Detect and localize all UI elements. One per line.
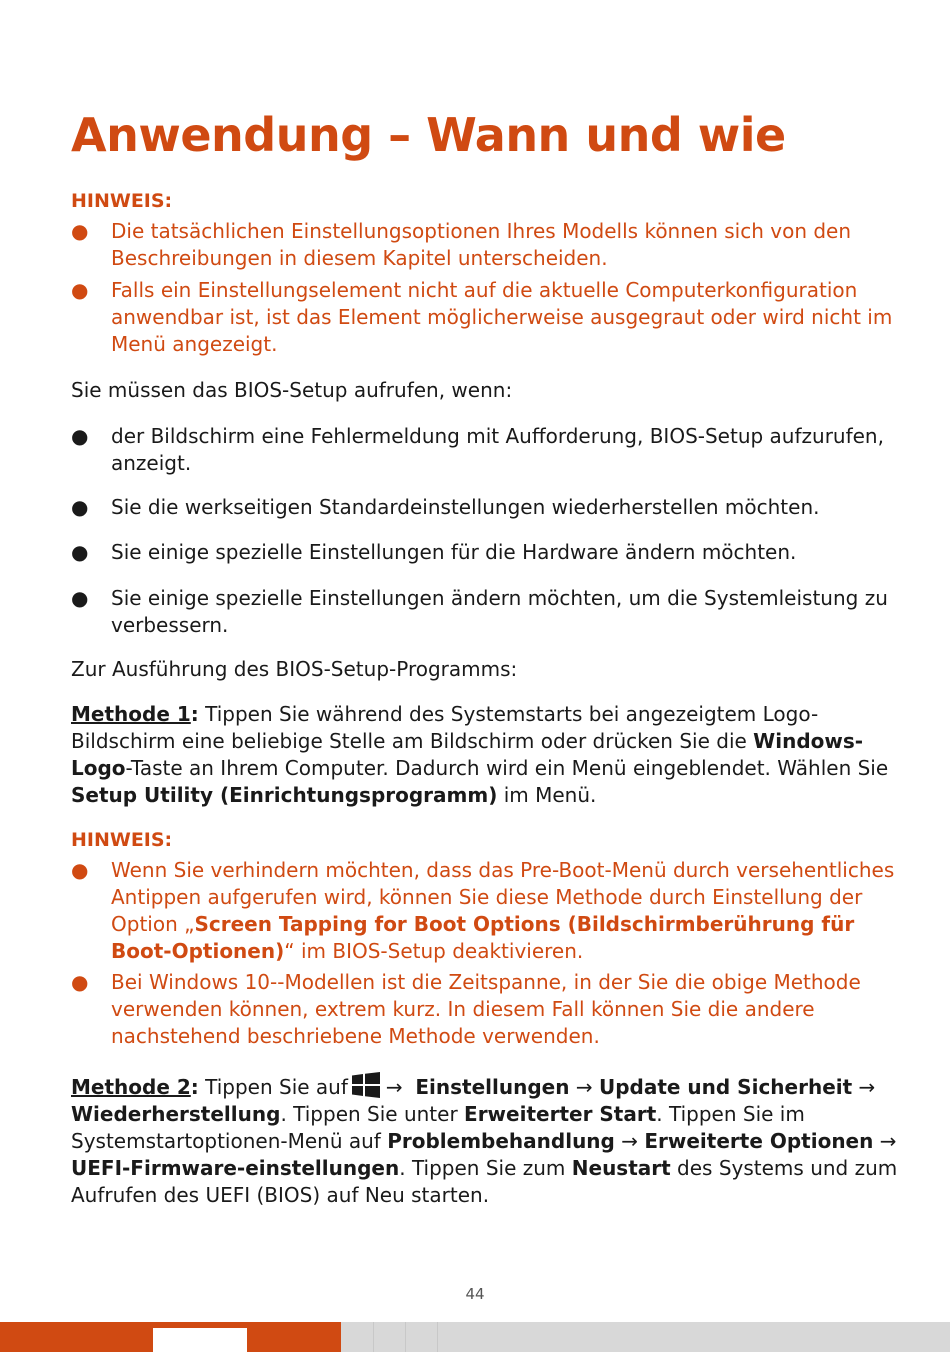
note-list-item bbox=[71, 218, 901, 272]
method2-text: . Tippen Sie unter bbox=[280, 1102, 465, 1126]
bullet-icon: ● bbox=[71, 278, 89, 302]
method1-paragraph bbox=[71, 701, 901, 809]
settings-step: Einstellungen bbox=[415, 1075, 570, 1099]
method1-text: Tippen Sie während des Systemstarts bei angezeigtem Logo-Bildschirm eine beliebige Stelle am Bildschirm oder drücken Sie die bbox=[71, 702, 819, 753]
method2-paragraph bbox=[71, 1072, 901, 1209]
page-title: Anwendung – Wann und wie bbox=[71, 108, 786, 162]
method2-text: Tippen Sie auf bbox=[198, 1075, 348, 1099]
list-item-text: Sie einige spezielle Einstellungen ändern möchten, um die Systemleistung zu verbessern. bbox=[111, 586, 888, 637]
arrow-icon: → bbox=[575, 1075, 593, 1099]
note-text: Wenn Sie verhindern möchten, dass das Pre-Boot-Menü durch versehentliches Antippen aufgerufen wird, können Sie diese Methode durch Einstellung der Option „ bbox=[111, 858, 895, 936]
list-item bbox=[71, 494, 901, 521]
bullet-icon: ● bbox=[71, 858, 89, 882]
note-item-text: Die tatsächlichen Einstellungsoptionen Ihres Modells können sich von den Beschreibungen in diesem Kapitel unterscheiden. bbox=[111, 219, 852, 270]
advanced-start-step: Erweiterter Start bbox=[464, 1102, 657, 1126]
note-item-text: Bei Windows 10--Modellen ist die Zeitspanne, in der Sie die obige Methode verwenden können, extrem kurz. In diesem Fall können Sie die andere nachstehend beschriebene Methode verwenden. bbox=[111, 970, 861, 1048]
arrow-icon: → bbox=[621, 1129, 638, 1153]
troubleshoot-step: Problembehandlung bbox=[387, 1129, 615, 1153]
note-item-text: Falls ein Einstellungselement nicht auf die aktuelle Computerkonfiguration anwendbar ist, ist das Element möglicherweise ausgegraut oder wird nicht im Menü angezeigt. bbox=[111, 278, 893, 356]
bullet-icon: ● bbox=[71, 970, 89, 994]
list-item bbox=[71, 539, 901, 566]
run-intro-paragraph: Zur Ausführung des BIOS-Setup-Programms: bbox=[71, 657, 518, 681]
bullet-icon: ● bbox=[71, 219, 89, 243]
note-label: HINWEIS: bbox=[71, 829, 173, 851]
list-item-text: der Bildschirm eine Fehlermeldung mit Aufforderung, BIOS-Setup aufzurufen, anzeigt. bbox=[111, 424, 884, 475]
method1-text: -Taste an Ihrem Computer. Dadurch wird ein Menü eingeblendet. Wählen Sie bbox=[125, 756, 889, 780]
note-list-item bbox=[71, 277, 901, 358]
note-label: HINWEIS: bbox=[71, 190, 173, 212]
arrow-icon: → bbox=[858, 1075, 876, 1099]
note-list-item bbox=[71, 857, 901, 965]
note-item-text bbox=[111, 857, 901, 965]
advanced-options-step: Erweiterte Optionen bbox=[644, 1129, 874, 1153]
recovery-step: Wiederherstellung bbox=[71, 1102, 281, 1126]
list-item-text: Sie die werkseitigen Standardeinstellungen wiederherstellen möchten. bbox=[111, 495, 820, 519]
bullet-icon: ● bbox=[71, 424, 89, 448]
footer-highlight-segment bbox=[153, 1328, 247, 1352]
uefi-settings-step: UEFI-Firmware-einstellungen bbox=[71, 1156, 400, 1180]
restart-step: Neustart bbox=[571, 1156, 671, 1180]
footer-divider bbox=[405, 1322, 406, 1352]
method2-text: . Tippen Sie im Systemstartoptionen-Menü auf bbox=[71, 1102, 805, 1153]
note-text: “ im BIOS-Setup deaktivieren. bbox=[284, 939, 584, 963]
note-list-item bbox=[71, 969, 901, 1050]
windows-logo-icon bbox=[352, 1072, 380, 1098]
arrow-icon: → bbox=[879, 1129, 897, 1153]
bullet-icon: ● bbox=[71, 540, 89, 564]
windows-logo-key: Windows-Logo bbox=[71, 729, 864, 780]
update-security-step: Update und Sicherheit bbox=[598, 1075, 853, 1099]
setup-utility-option: Setup Utility (Einrichtungsprogramm) bbox=[71, 783, 498, 807]
screen-tapping-option: Screen Tapping for Boot Options (Bildschirmberührung für Boot-Optionen) bbox=[111, 912, 855, 963]
list-item-text: Sie einige spezielle Einstellungen für die Hardware ändern möchten. bbox=[111, 540, 797, 564]
bullet-icon: ● bbox=[71, 586, 89, 610]
method1-label: Methode 1 bbox=[71, 702, 191, 726]
method2-text: des Systems und zum Aufrufen des UEFI (BIOS) auf Neu starten. bbox=[71, 1156, 898, 1207]
intro-paragraph: Sie müssen das BIOS-Setup aufrufen, wenn: bbox=[71, 378, 513, 402]
footer-divider bbox=[437, 1322, 438, 1352]
page-number: 44 bbox=[465, 1285, 485, 1303]
bullet-icon: ● bbox=[71, 495, 89, 519]
footer-bar bbox=[0, 1322, 950, 1352]
arrow-icon: → bbox=[385, 1075, 403, 1099]
method2-text: . Tippen Sie zum bbox=[399, 1156, 572, 1180]
method1-text: im Menü. bbox=[497, 783, 597, 807]
method1-colon: : bbox=[190, 702, 199, 726]
footer-divider bbox=[373, 1322, 374, 1352]
method2-colon: : bbox=[190, 1075, 199, 1099]
list-item bbox=[71, 423, 901, 477]
method2-label: Methode 2 bbox=[71, 1075, 191, 1099]
list-item bbox=[71, 585, 901, 639]
